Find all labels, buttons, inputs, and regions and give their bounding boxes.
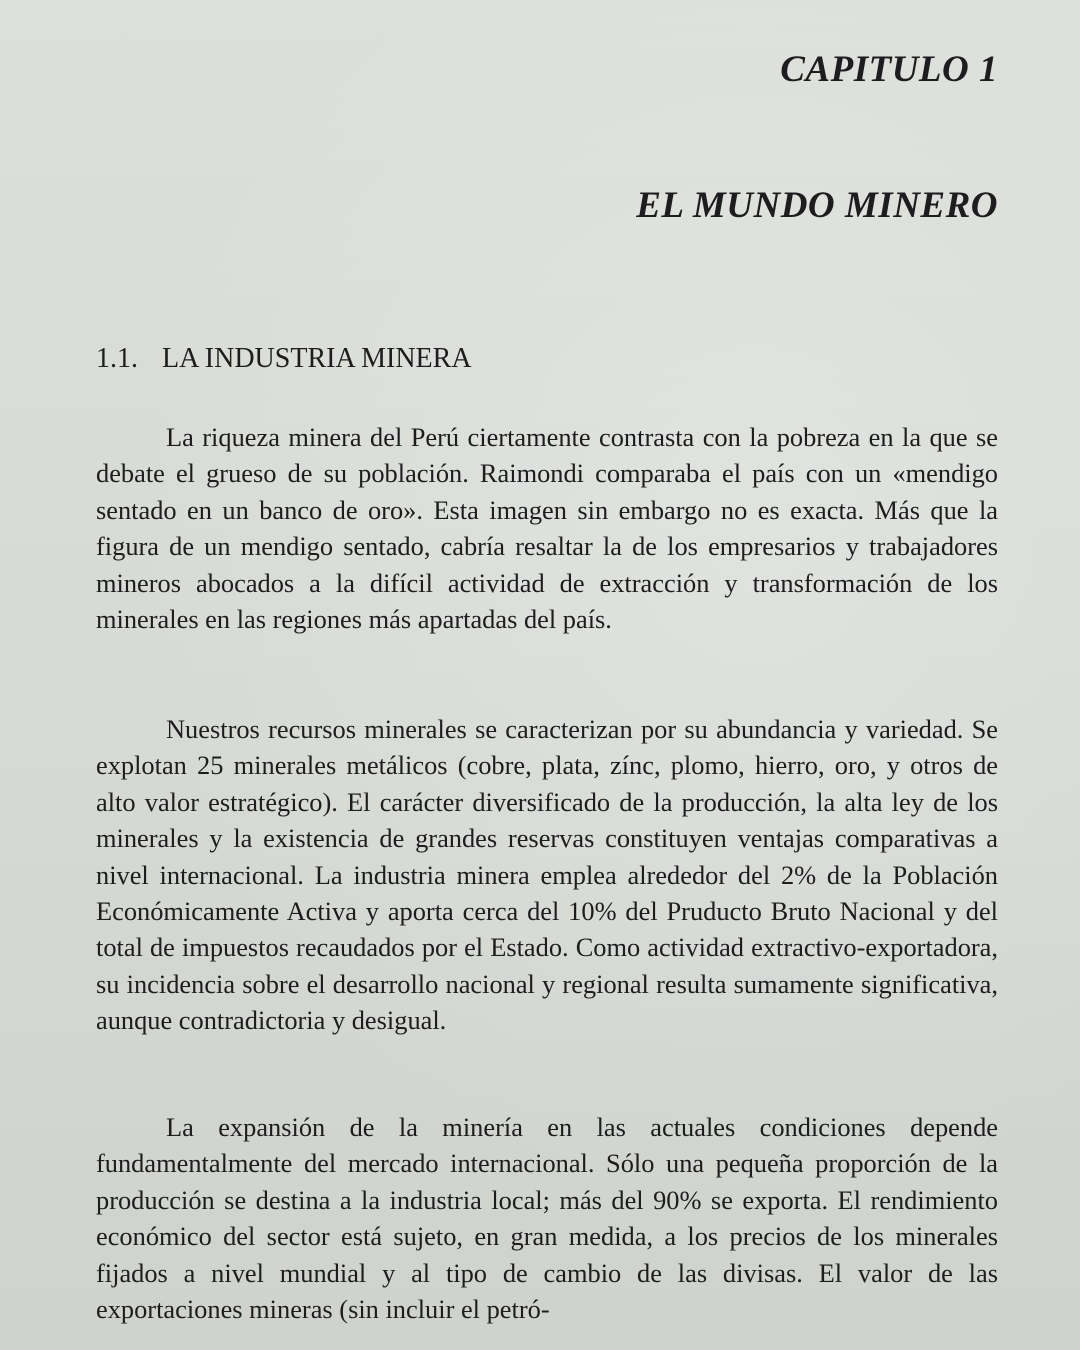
paragraph-text: Nuestros recursos minerales se caracterizan por su abundancia y variedad. Se explotan 25 minerales metálicos (cobre, plata, zínc, plomo, hierro, oro, y otros de alto valor estratégico). El carácter diversificado de la producción, la alta ley de los minerales y la existencia de grandes reservas constituyen ventajas comparativas a nivel internacional. La industria minera emplea alrededor del 2% de la Población Económicamente Activa y aporta cerca del 10% del Pruducto Bruto Nacional y del total de impuestos recaudados por el Estado. Como actividad extractivo-exportadora, su incidencia sobre el desarrollo nacional y regional resulta sumamente significativa, aunque contradictoria y desigual. [96,714,998,1036]
section-heading [96,343,472,375]
section-title: LA INDUSTRIA MINERA [162,343,472,374]
chapter-label: CAPITULO 1 [780,49,998,90]
chapter-title: EL MUNDO MINERO [636,185,998,226]
paragraph-text: La expansión de la minería en las actuales condiciones depende fundamentalmente del mercado internacional. Sólo una pequeña proporción de la producción se destina a la industria local; más del 90% se exporta. El rendimiento económico del sector está sujeto, en gran medida, a los precios de los minerales fijados a nivel mundial y al tipo de cambio de las divisas. El valor de las exportaciones mineras (sin incluir el petró- [96,1112,998,1325]
section-number: 1.1. [96,343,138,374]
paragraph-3 [96,1109,998,1327]
paragraph-2 [96,711,998,1039]
paragraph-text: La riqueza minera del Perú ciertamente contrasta con la pobreza en la que se debate el grueso de su población. Raimondi comparaba el país con un «mendigo sentado en un banco de oro». Esta imagen sin embargo no es exacta. Más que la figura de un mendigo sentado, cabría resaltar la de los empresarios y trabajadores mineros abocados a la difícil actividad de extracción y transformación de los minerales en las regiones más apartadas del país. [96,422,998,635]
paragraph-1 [96,419,998,637]
